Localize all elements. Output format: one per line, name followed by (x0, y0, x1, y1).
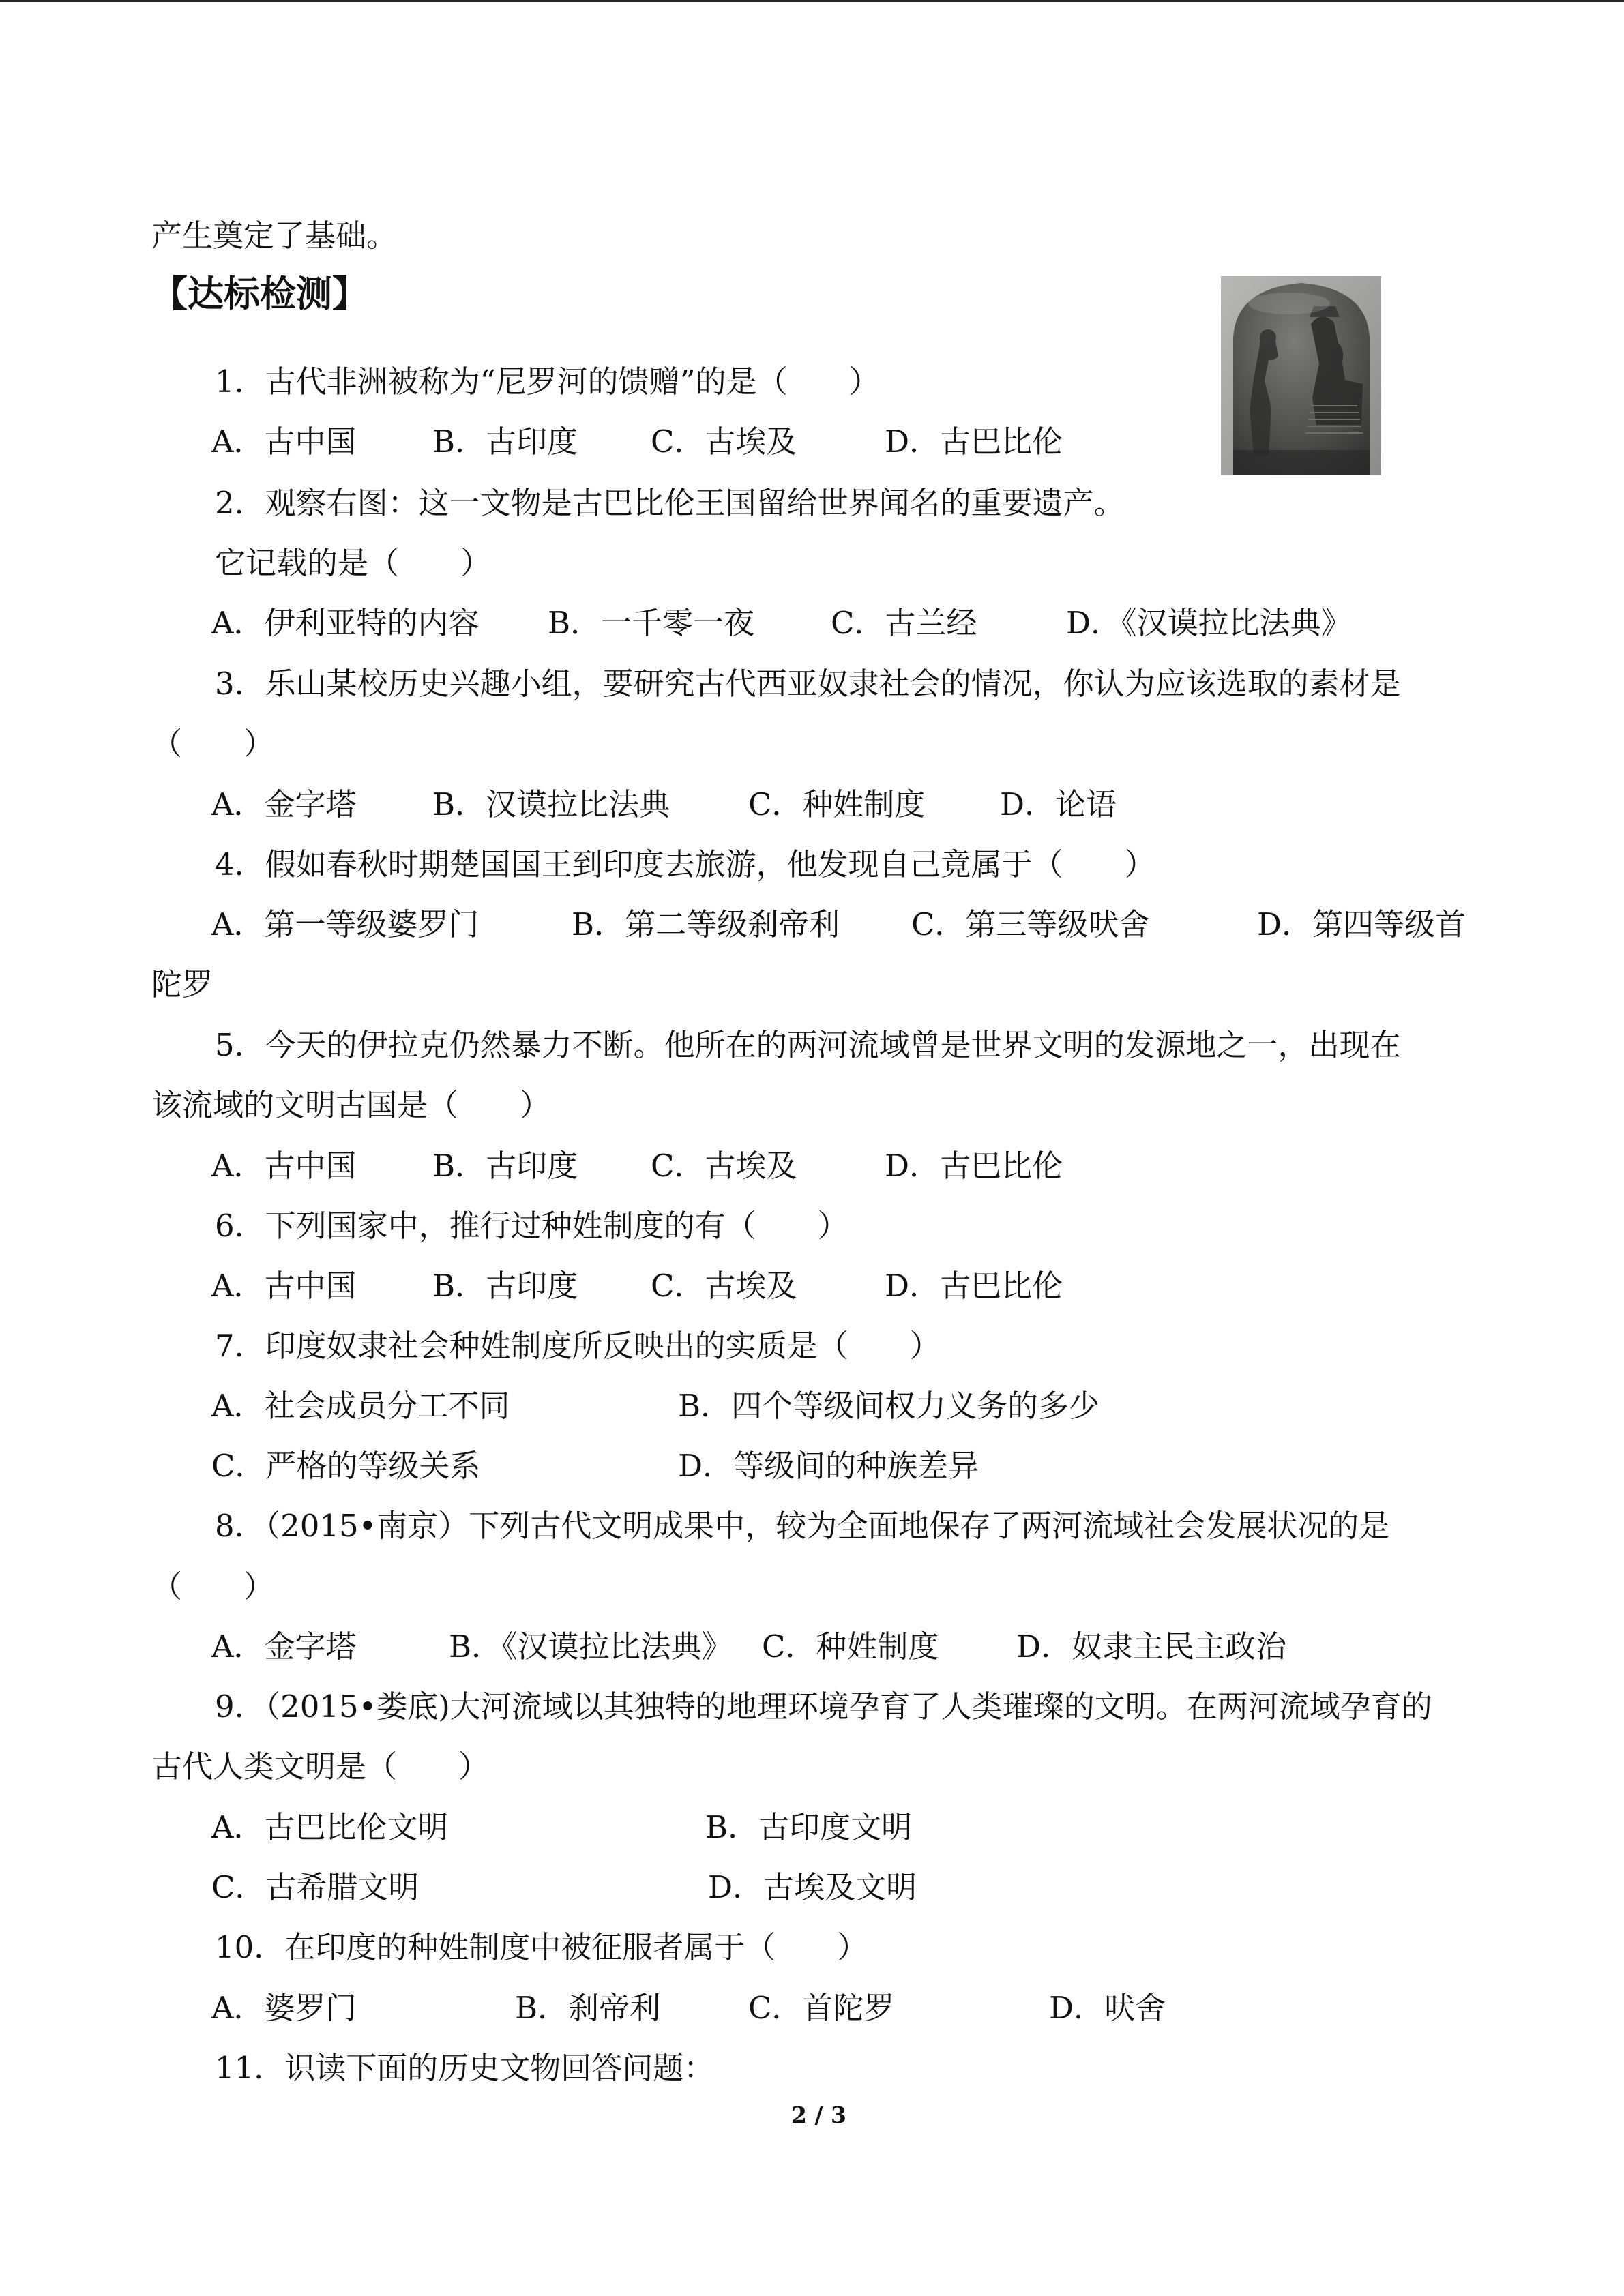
option-b: B．《汉谟拉比法典》 (449, 1628, 733, 1665)
intro-tail-text: 产生奠定了基础。 (151, 218, 398, 254)
option-b: B．四个等级间权力义务的多少 (678, 1388, 1100, 1424)
section-heading: 【达标检测】 (151, 273, 368, 315)
option-d: D．吠舍 (1049, 1990, 1166, 2026)
option-d: D．古巴比伦 (885, 1148, 1063, 1184)
option-a: A．伊利亚特的内容 (211, 605, 479, 641)
question-3-stem-cont: （ ） (151, 726, 275, 762)
option-c: C．严格的等级关系 (211, 1448, 481, 1484)
option-c: C．古希腊文明 (211, 1869, 419, 1905)
option-d: D．古巴比伦 (885, 1268, 1063, 1304)
question-9-stem-cont: 古代人类文明是（ ） (151, 1748, 490, 1785)
option-a: A．金字塔 (211, 786, 357, 822)
option-a: A．古巴比伦文明 (211, 1809, 449, 1845)
question-2-stem: 2．观察右图：这一文物是古巴比伦王国留给世界闻名的重要遗产。 (215, 485, 1125, 521)
option-d: D．古巴比伦 (885, 423, 1063, 460)
question-8-stem: 8．（2015•南京）下列古代文明成果中，较为全面地保存了两河流域社会发展状况的是 (215, 1508, 1390, 1544)
question-8-stem-cont: （ ） (151, 1568, 275, 1605)
question-4-stem: 4．假如春秋时期楚国国王到印度去旅游，他发现自己竟属于（ ） (215, 846, 1155, 882)
option-b: B．古印度 (432, 1268, 578, 1304)
option-d: D．论语 (1000, 786, 1117, 822)
top-rule (0, 0, 1624, 2)
option-a: A．古中国 (211, 1148, 357, 1184)
option-c: C．第三等级吠舍 (911, 906, 1150, 942)
option-d: D．等级间的种族差异 (678, 1448, 979, 1484)
option-b: B．古印度文明 (705, 1809, 913, 1845)
option-b: B．刹帝利 (515, 1990, 661, 2026)
option-d: D．古埃及文明 (708, 1869, 917, 1905)
option-b: B．古印度 (432, 1148, 578, 1184)
option-c: C．古埃及 (651, 1268, 797, 1304)
question-1-stem: 1．古代非洲被称为“尼罗河的馈赠”的是（ ） (215, 363, 880, 400)
option-b: B．汉谟拉比法典 (432, 786, 670, 822)
option-c: C．古兰经 (831, 605, 977, 641)
option-a: A．社会成员分工不同 (211, 1388, 510, 1424)
question-2-stem-cont: 它记载的是（ ） (215, 545, 492, 581)
question-5-stem: 5．今天的伊拉克仍然暴力不断。他所在的两河流域曾是世界文明的发源地之一，出现在 (215, 1027, 1401, 1063)
option-c: C．首陀罗 (748, 1990, 895, 2026)
question-5-stem-cont: 该流域的文明古国是（ ） (151, 1087, 551, 1123)
question-3-stem: 3．乐山某校历史兴趣小组，要研究古代西亚奴隶社会的情况，你认为应该选取的素材是 (215, 666, 1401, 702)
option-a: A．古中国 (211, 423, 357, 460)
option-a: A．第一等级婆罗门 (211, 906, 479, 942)
question-4-wrap: 陀罗 (151, 966, 213, 1002)
question-9-stem: 9．（2015•娄底)大河流域以其独特的地理环境孕育了人类璀璨的文明。在两河流域孕育的 (215, 1688, 1432, 1725)
question-7-stem: 7．印度奴隶社会种姓制度所反映出的实质是（ ） (215, 1328, 941, 1364)
option-c: C．种姓制度 (762, 1628, 939, 1665)
option-a: A．金字塔 (211, 1628, 357, 1665)
option-c: C．古埃及 (651, 423, 797, 460)
question-10-stem: 10．在印度的种姓制度中被征服者属于（ ） (215, 1929, 868, 1965)
option-c: C．种姓制度 (748, 786, 926, 822)
question-6-stem: 6．下列国家中，推行过种姓制度的有（ ） (215, 1208, 848, 1244)
option-b: B．第二等级刹帝利 (572, 906, 840, 942)
page-number: 2 / 3 (791, 2102, 846, 2128)
option-a: A．婆罗门 (211, 1990, 357, 2026)
question-11-stem: 11．识读下面的历史文物回答问题： (215, 2050, 715, 2086)
hammurabi-stele-image (1221, 276, 1381, 475)
option-a: A．古中国 (211, 1268, 357, 1304)
option-c: C．古埃及 (651, 1148, 797, 1184)
option-d: D．奴隶主民主政治 (1016, 1628, 1287, 1665)
option-d: D．第四等级首 (1257, 906, 1466, 942)
option-b: B．一千零一夜 (548, 605, 755, 641)
option-b: B．古印度 (432, 423, 578, 460)
option-d: D．《汉谟拉比法典》 (1066, 605, 1352, 641)
